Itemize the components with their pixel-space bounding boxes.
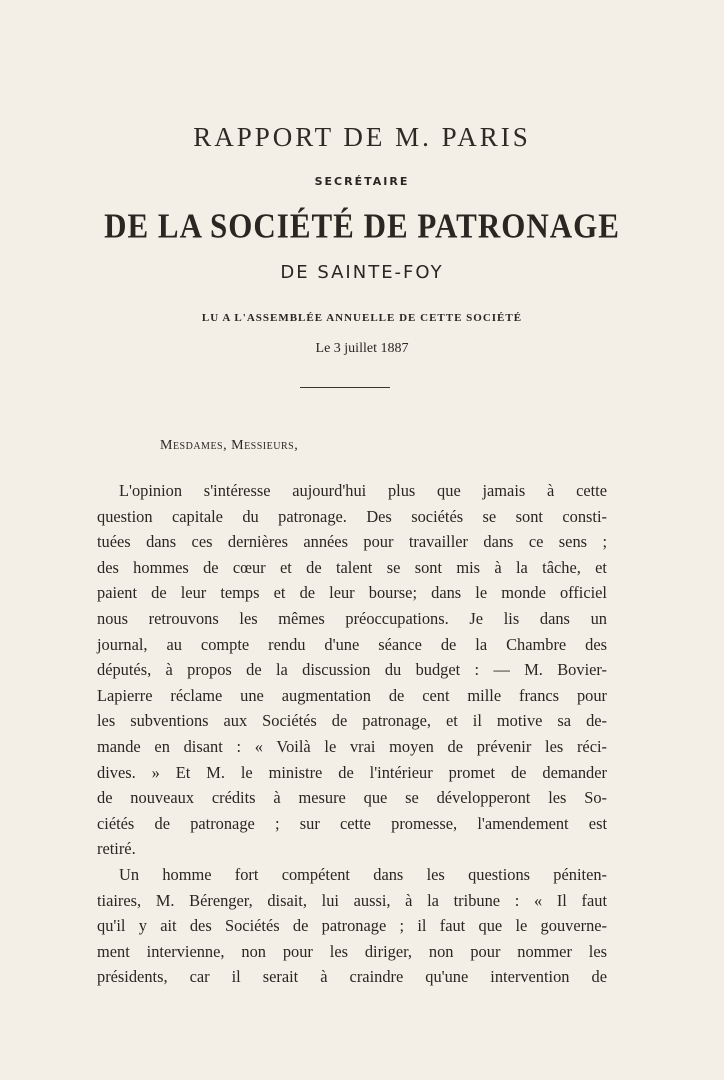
body-line: question capitale du patronage. Des sociétés se sont consti- [97, 506, 607, 526]
body-line: tuées dans ces dernières années pour travailler dans ce sens ; [97, 532, 607, 552]
body-line: présidents, car il serait à craindre qu'une intervention de [97, 967, 607, 987]
report-date: Le 3 juillet 1887 [315, 341, 409, 356]
body-line: nous retrouvons les mêmes préoccupations. Je lis dans un [97, 608, 607, 628]
body-line: journal, au compte rendu d'une séance de la Chambre des [97, 634, 607, 654]
body-line: de nouveaux crédits à mesure que se développeront les So- [97, 788, 607, 808]
body-line: dives. » Et M. le ministre de l'intérieur promet de demander [97, 762, 607, 782]
body-line: les subventions aux Sociétés de patronage, et il motive sa de- [97, 711, 607, 731]
body-line: L'opinion s'intéresse aujourd'hui plus que jamais à cette [119, 481, 607, 500]
body-line: ment intervienne, non pour les diriger, non pour nommer les [97, 941, 607, 961]
report-title: RAPPORT DE M. PARIS [193, 122, 531, 152]
read-at-line: LU A L'ASSEMBLÉE ANNUELLE DE CETTE SOCIÉTÉ [201, 312, 523, 324]
society-place: DE SAINTE-FOY [280, 262, 444, 283]
body-line: députés, à propos de la discussion du budget : — M. Bovier- [97, 660, 607, 680]
body-line: mande en disant : « Voilà le vrai moyen de prévenir les réci- [97, 736, 607, 756]
society-title: DE LA SOCIÉTÉ DE PATRONAGE [104, 206, 620, 246]
body-text [97, 478, 607, 990]
body-line: tiaires, M. Bérenger, disait, lui aussi, à la tribune : « Il faut [97, 890, 607, 910]
divider-rule [300, 387, 390, 388]
body-line: Un homme fort compétent dans les questions péniten- [119, 864, 607, 884]
salutation: Mesdames, Messieurs, [160, 438, 299, 453]
report-role: SECRÉTAIRE [314, 175, 410, 188]
body-line: des hommes de cœur et de talent se sont mis à la tâche, et [97, 557, 607, 577]
body-line: ciétés de patronage ; sur cette promesse, l'amendement est [97, 813, 607, 833]
body-line: paient de leur temps et de leur bourse; dans le monde officiel [97, 583, 607, 603]
body-line: Lapierre réclame une augmentation de cent mille francs pour [97, 685, 607, 705]
body-line: retiré. [97, 839, 136, 859]
body-line: qu'il y ait des Sociétés de patronage ; il faut que le gouverne- [97, 916, 607, 936]
